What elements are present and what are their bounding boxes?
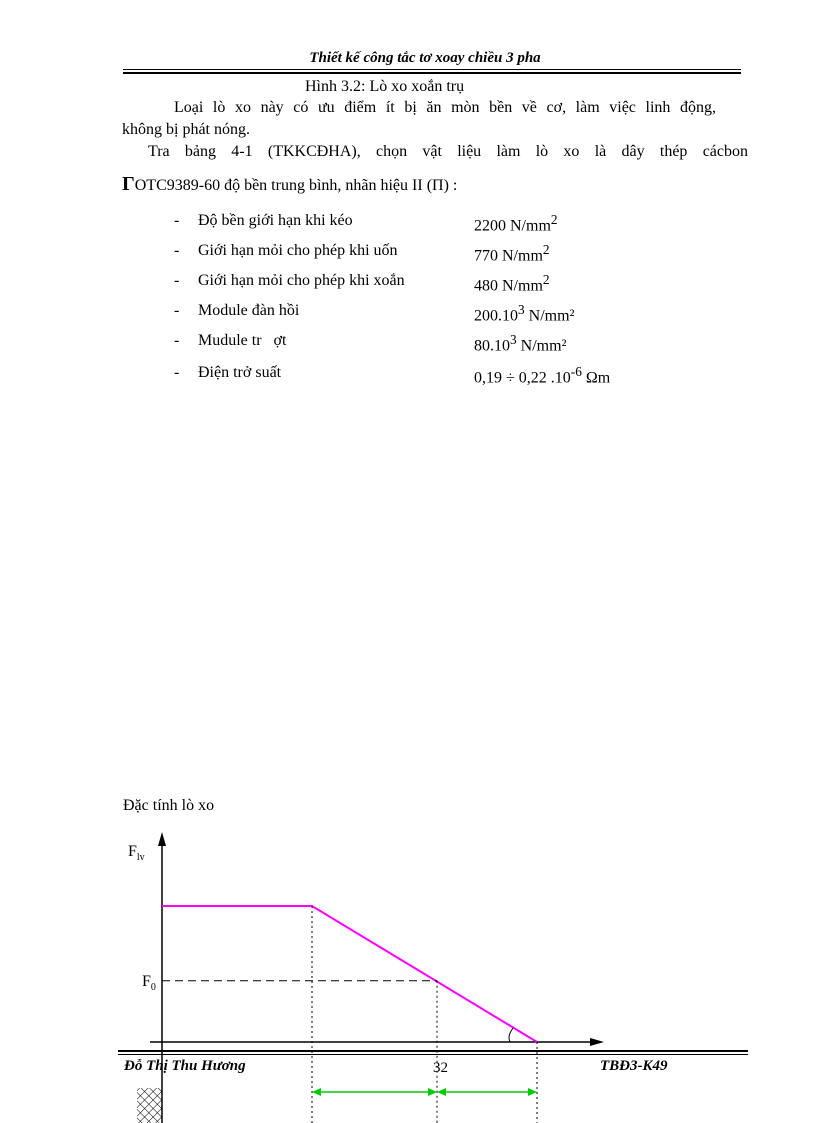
spring-curve [162,906,537,1042]
spec-value [474,242,550,265]
list-bullet: - [174,332,180,349]
list-bullet: - [174,302,180,319]
spec-name: Mudule tr ợt [198,332,287,349]
chart-title: Đặc tính lò xo [123,797,215,814]
chart-marks [162,906,537,1123]
x-axis-arrow [590,1038,604,1046]
paragraph-2-line-2-text: OTC9389-60 độ bền trung bình, nhãn hiệu II (П) : [134,177,458,194]
spec-name: Giới hạn mỏi cho phép khi xoắn [198,272,405,289]
paragraph-2-line-2 [122,174,457,196]
spring-characteristic-chart [0,820,816,1123]
spec-value [474,332,566,355]
footer-author: Đỗ Thị Thu Hương [124,1058,246,1074]
hatch-block-cross [137,1088,162,1123]
spec-value-main: 2200 N/mm [474,217,551,235]
spec-value-sup: -6 [570,364,582,379]
figure-caption: Hình 3.2: Lò xo xoắn trụ [305,78,465,95]
x-tick-label: 32 [433,1060,448,1076]
spec-value-main: 80.10 [474,337,510,355]
spec-value-sup: 2 [550,212,558,227]
footer-rule-bottom [118,1054,748,1055]
y-axis-label: $F_{lv}$ [128,843,145,863]
spec-value-main: 200.10 [474,307,518,325]
header-rule-bottom [123,72,741,74]
spec-value-tail: Ωm [581,369,611,387]
gost-letter: Γ [122,173,135,195]
list-bullet: - [174,212,180,229]
spec-value-sup: 2 [542,242,550,257]
spec-value [474,302,574,325]
footer-code: TBĐ3-K49 [600,1058,668,1074]
spec-value-tail: N/mm² [524,307,575,325]
header-rule-top [123,69,741,70]
spec-name: Điện trở suất [198,364,282,381]
spec-value-main: 770 N/mm [474,247,543,265]
paragraph-1-line-2: không bị phát nóng. [122,121,250,138]
spec-name: Độ bền giới hạn khi kéo [198,212,353,229]
spec-value-main: 0,19 ÷ 0,22 .10 [474,369,571,387]
spec-name: Giới hạn mỏi cho phép khi uốn [198,242,398,259]
spec-name: Module đàn hồi [198,302,300,319]
spec-value [474,364,610,387]
dimension-arrowhead [437,1088,446,1096]
spec-value-sup: 2 [542,272,550,287]
f0-label: $F_0$ [142,973,156,993]
angle-arc [509,1028,513,1042]
footer-rule-top [118,1050,748,1052]
dimension-arrowhead [428,1088,437,1096]
paragraph-2-line-1: Tra bảng 4-1 (TKKCĐHA), chọn vật liệu làm lò xo là dây thép cácbon [148,143,748,160]
spec-value-tail: N/mm² [516,337,567,355]
spec-value [474,212,558,235]
dimension-arrowhead [528,1088,537,1096]
page-header-title: Thiết kế công tắc tơ xoay chiều 3 pha [309,50,541,66]
paragraph-1-line-1: Loại lò xo này có ưu điểm ít bị ăn mòn bền về cơ, làm việc linh động, [174,99,716,116]
spec-value-sup: 3 [518,302,525,317]
spec-value-sup: 3 [510,332,517,347]
y-axis-arrow [158,832,166,846]
spec-value-main: 480 N/mm [474,277,543,295]
list-bullet: - [174,242,180,259]
list-bullet: - [174,272,180,289]
list-bullet: - [174,364,180,381]
spec-value [474,272,550,295]
dimension-arrowhead [312,1088,321,1096]
